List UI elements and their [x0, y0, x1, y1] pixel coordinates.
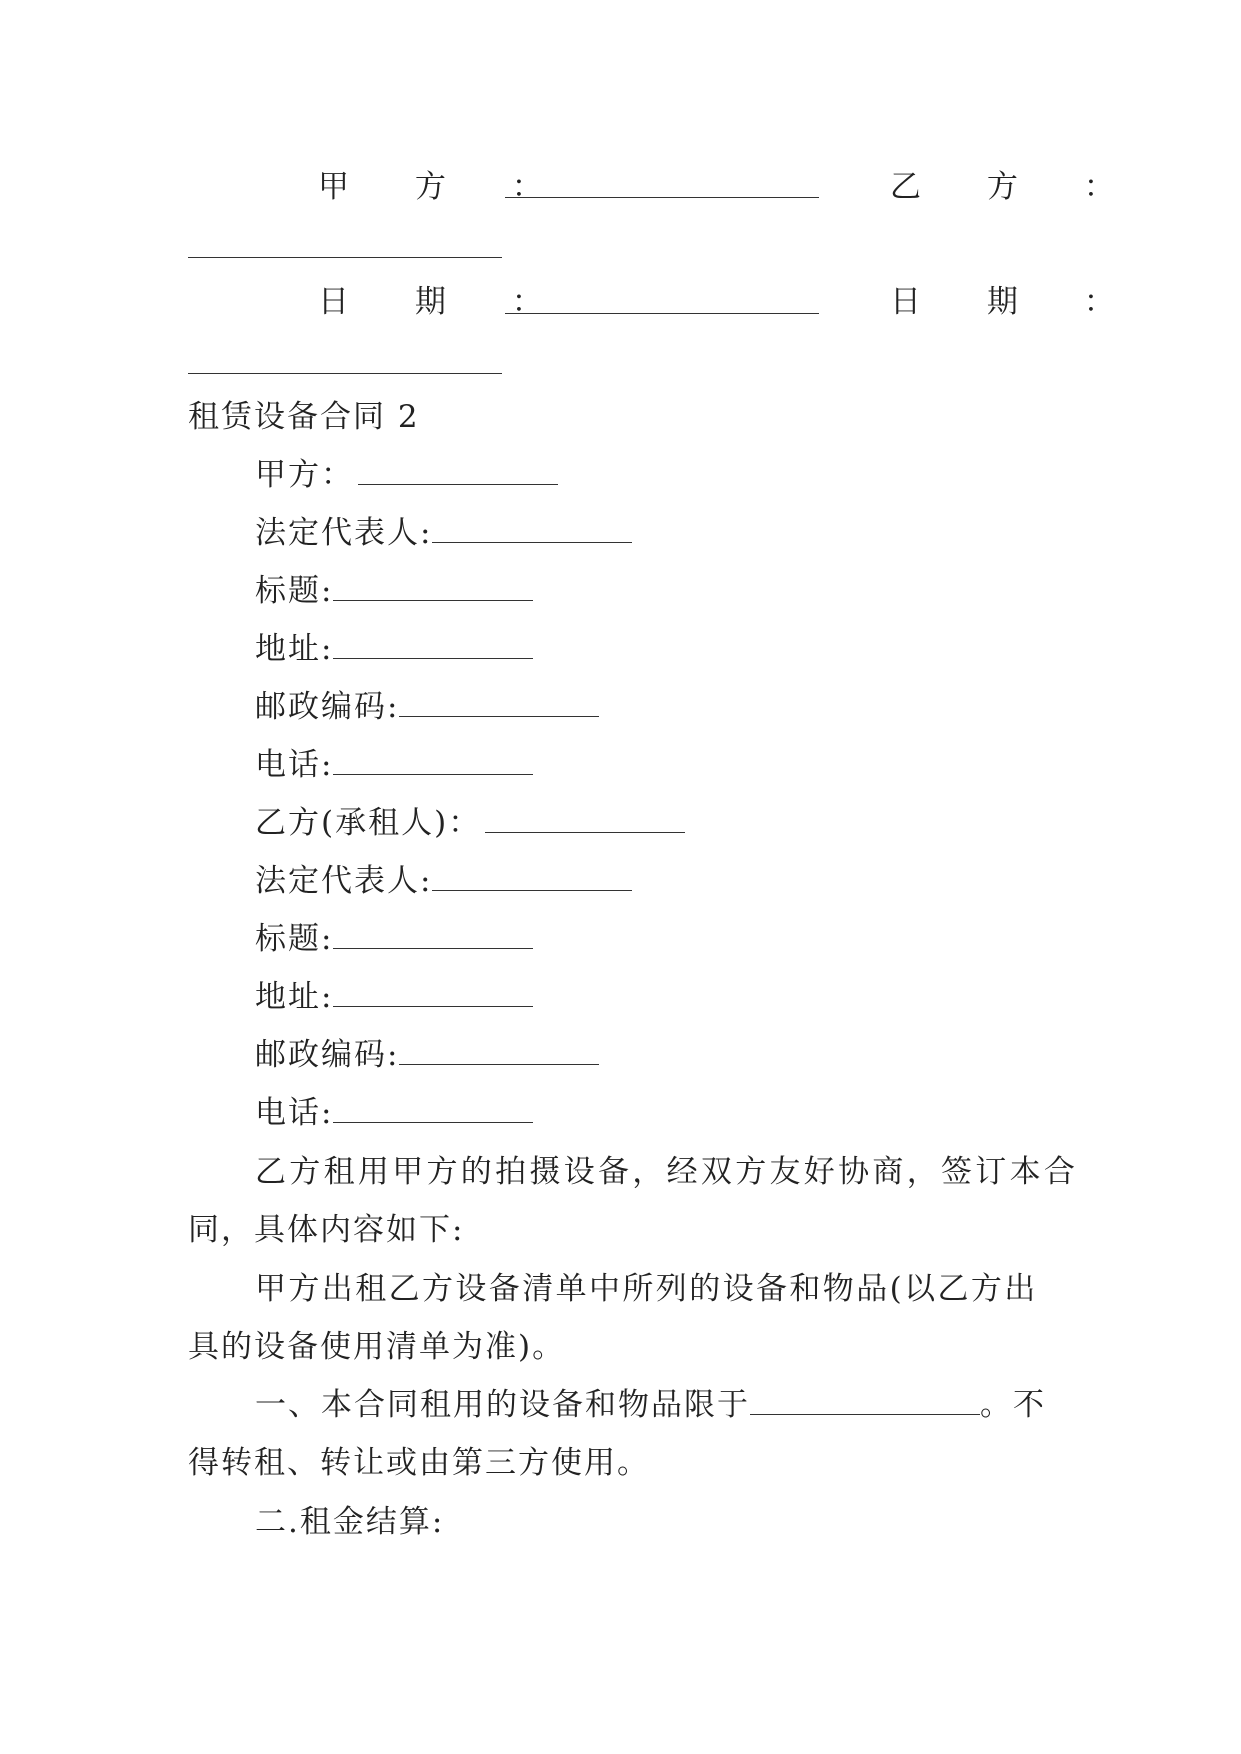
paragraph-line: 二.租金结算: [255, 1504, 445, 1540]
fill-blank [333, 632, 533, 659]
party-a-field: 邮政编码: [255, 687, 599, 727]
fill-blank [333, 922, 533, 949]
party-a-field: 法定代表人: [255, 513, 632, 553]
fill-blank [432, 516, 632, 543]
fill-blank [333, 574, 533, 601]
party-a-field: 地址: [255, 629, 533, 669]
party-b-date-line [188, 373, 502, 374]
party-b-field: 电话: [255, 1093, 533, 1133]
party-b-date-label: 日 期 ： [890, 284, 1143, 320]
party-b-field: 地址: [255, 977, 533, 1017]
fill-blank [333, 980, 533, 1007]
fill-blank [750, 1388, 980, 1415]
party-a-date-label: 日 期 ： [318, 284, 571, 320]
fill-blank [485, 806, 685, 833]
paragraph-line: 乙方租用甲方的拍摄设备，经双方友好协商，签订本合 [255, 1154, 1079, 1190]
paragraph-line: 具的设备使用清单为准)。 [188, 1329, 566, 1365]
party-b-field: 邮政编码: [255, 1035, 599, 1075]
fill-blank [399, 690, 599, 717]
section-title: 租赁设备合同 2 [188, 399, 420, 435]
party-a-field: 甲方： [255, 455, 558, 495]
paragraph-line: 一、本合同租用的设备和物品限于 。不 [255, 1387, 1046, 1423]
fill-blank [333, 748, 533, 775]
paragraph-line: 甲方出租乙方设备清单中所列的设备和物品(以乙方出 [255, 1271, 1038, 1307]
party-b-field: 乙方(承租人)： [255, 803, 685, 843]
party-a-field: 标题: [255, 571, 533, 611]
party-b-field: 法定代表人: [255, 861, 632, 901]
paragraph-line: 同，具体内容如下: [188, 1212, 465, 1248]
fill-blank [358, 458, 558, 485]
fill-blank [333, 1096, 533, 1123]
party-a-signature-line [505, 197, 819, 198]
party-a-signature-label: 甲 方 ： [318, 169, 571, 205]
party-b-signature-line [188, 257, 502, 258]
fill-blank [432, 864, 632, 891]
paragraph-line: 得转租、转让或由第三方使用。 [188, 1445, 650, 1481]
party-b-signature-label: 乙 方 ： [890, 169, 1143, 205]
party-a-field: 电话: [255, 745, 533, 785]
fill-blank [399, 1038, 599, 1065]
party-b-field: 标题: [255, 919, 533, 959]
party-a-date-line [505, 313, 819, 314]
